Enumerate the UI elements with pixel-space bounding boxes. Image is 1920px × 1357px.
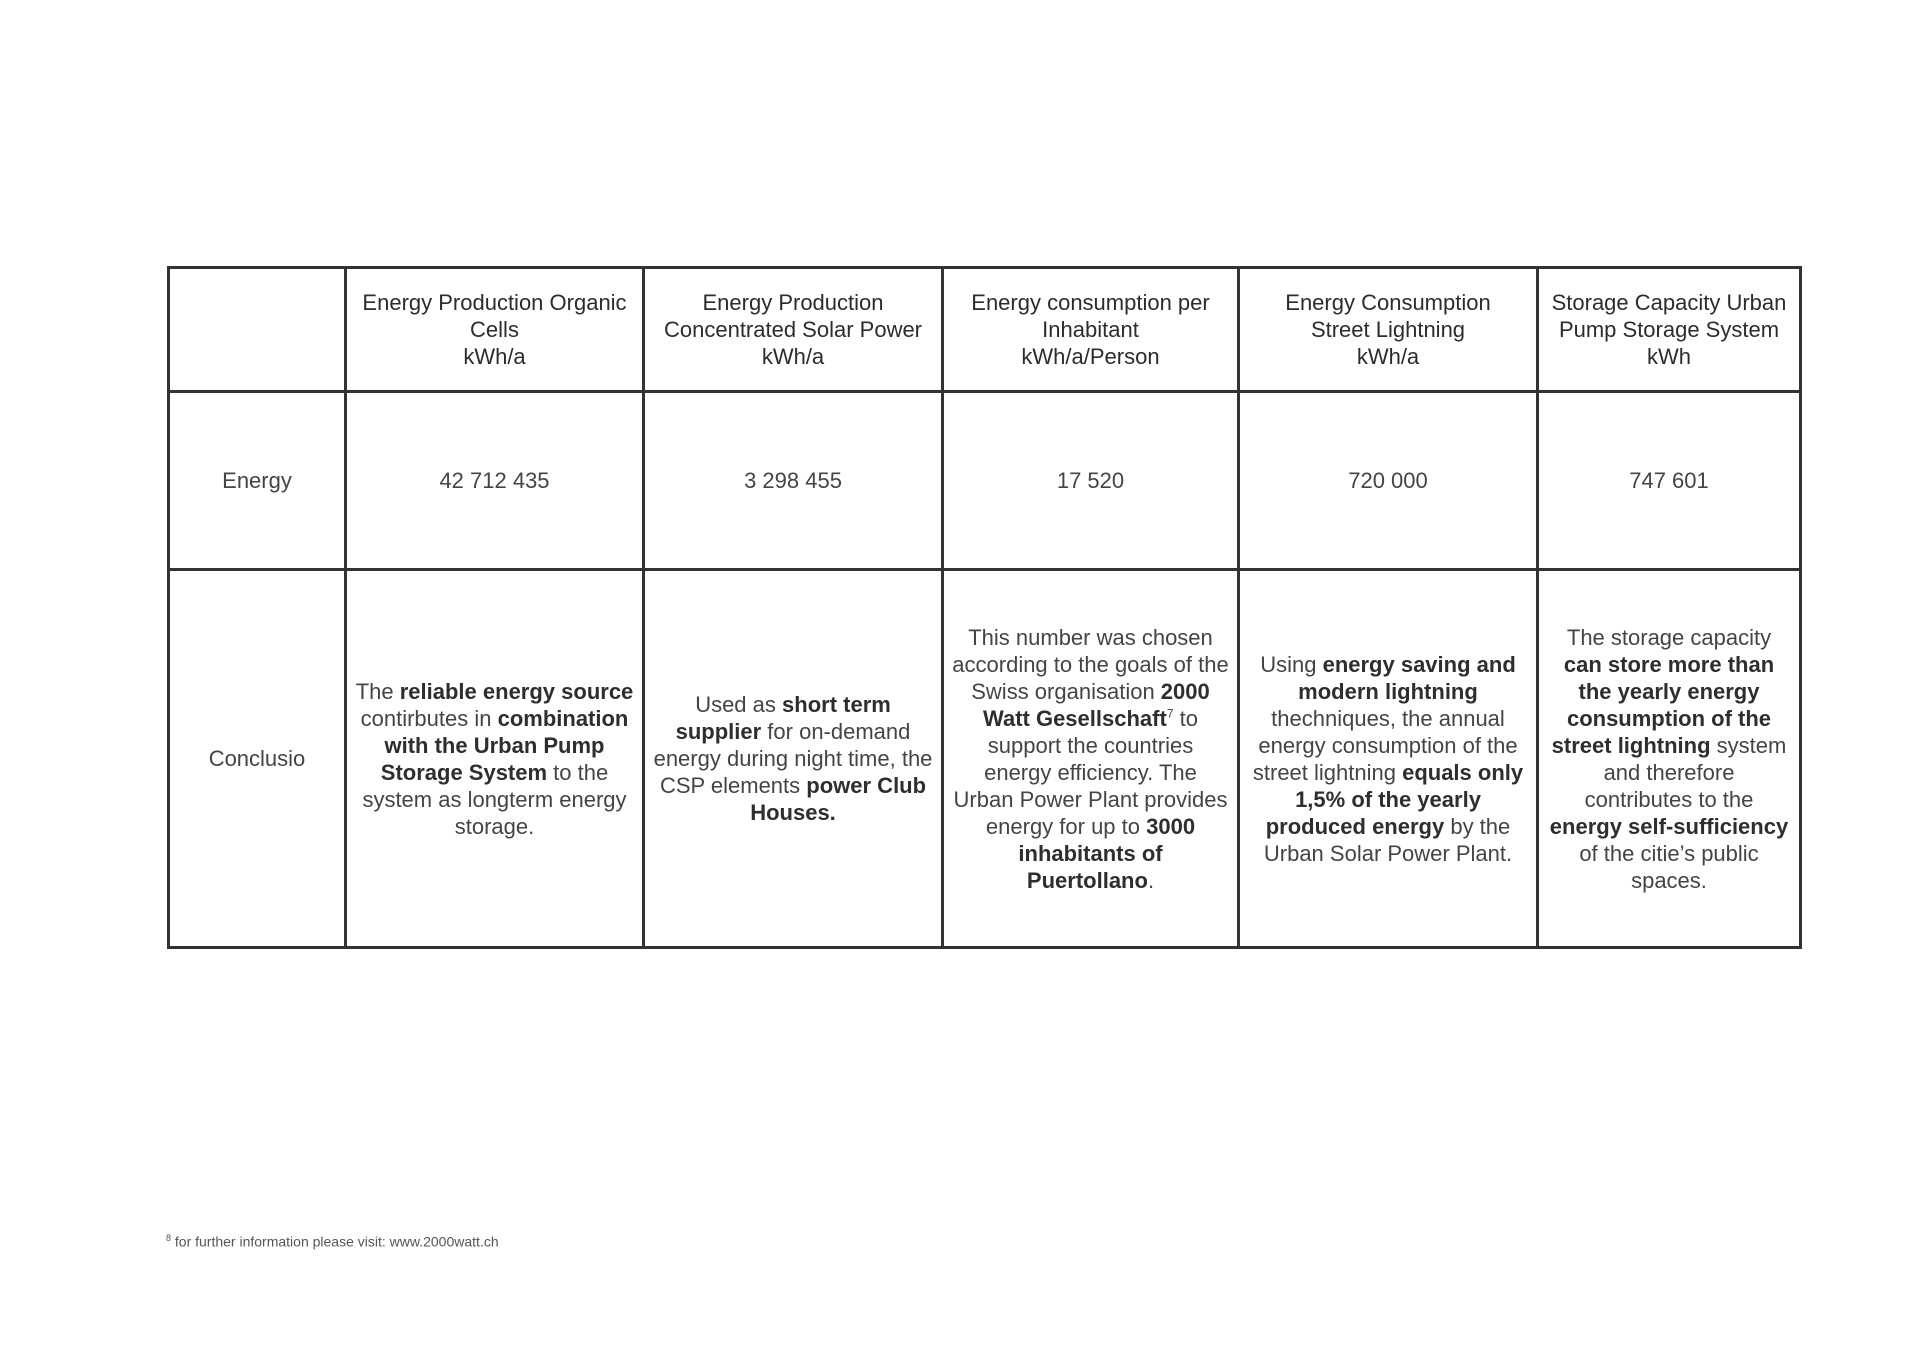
column-header	[346, 268, 644, 392]
conclusio-text	[1538, 570, 1801, 948]
energy-value: 17 520	[943, 392, 1239, 570]
footnote	[166, 1233, 499, 1250]
energy-table	[167, 266, 1802, 949]
text-segment: of the citie’s public spaces.	[1579, 840, 1759, 893]
text-segment: by the Urban Solar Power Plant.	[1263, 813, 1513, 866]
conclusio-text	[346, 570, 644, 948]
conclusio-row	[169, 570, 1801, 948]
emphasized-text: 3000 inhabitants of Puertollano	[1018, 813, 1196, 893]
emphasized-text: combination with the Urban Pump Storage System	[380, 705, 629, 785]
column-header-line2: Street Lightning	[1310, 317, 1466, 342]
footnote-text: for further information please visit: www.2000watt.ch	[171, 1233, 499, 1250]
column-header	[1239, 268, 1538, 392]
footnote-mark: 8	[166, 1233, 172, 1243]
emphasized-text: reliable energy source	[399, 678, 634, 704]
column-header	[943, 268, 1239, 392]
column-header-line2: Inhabitant	[1042, 317, 1139, 342]
emphasized-text: short term supplier	[675, 692, 891, 744]
text-segment: system and therefore contributes to the	[1584, 732, 1787, 812]
emphasized-text: energy saving and modern lightning	[1298, 651, 1516, 704]
energy-table-container	[167, 266, 1799, 949]
column-header-unit: kWh/a	[1356, 344, 1420, 369]
column-header-line1: Energy consumption per	[971, 290, 1210, 315]
row-label-energy: Energy	[169, 392, 346, 570]
conclusio-text	[1239, 570, 1538, 948]
table-corner-cell	[169, 268, 346, 392]
energy-value: 720 000	[1239, 392, 1538, 570]
column-header-unit: kWh/a	[463, 344, 526, 369]
emphasized-text: energy self-sufficiency	[1549, 813, 1789, 839]
energy-row	[169, 392, 1801, 570]
text-segment: The storage capacity	[1566, 624, 1772, 650]
emphasized-text: equals only 1,5% of the yearly produced energy	[1265, 759, 1524, 839]
column-header-line2: Cells	[470, 317, 519, 342]
column-header-line1: Energy Production Organic	[362, 290, 627, 315]
column-header-line1: Energy Production	[702, 290, 884, 315]
text-segment: for on-demand energy during night time, the CSP elements	[653, 719, 933, 798]
column-header-line1: Storage Capacity Urban	[1551, 290, 1787, 315]
emphasized-text: can store more than the yearly energy consumption of the street lightning	[1551, 651, 1775, 758]
conclusio-text	[644, 570, 943, 948]
energy-value: 42 712 435	[346, 392, 644, 570]
emphasized-text: 2000 Watt Gesellschaft	[983, 678, 1210, 731]
footnote-reference: 7	[1166, 706, 1174, 721]
text-segment: This number was chosen according to the goals of the Swiss organisation	[952, 624, 1229, 704]
column-header-unit: kWh/a/Person	[1021, 344, 1160, 369]
text-segment: to the system as longterm energy storage.	[362, 759, 627, 839]
column-header	[644, 268, 943, 392]
text-segment: contirbutes in	[360, 705, 498, 731]
row-label-conclusio: Conclusio	[169, 570, 346, 948]
column-header-line1: Energy Consumption	[1285, 290, 1491, 315]
emphasized-text: power Club Houses.	[750, 773, 927, 825]
text-segment: The	[355, 678, 400, 704]
column-header-unit: kWh	[1647, 344, 1691, 369]
text-segment: .	[1147, 867, 1155, 893]
text-segment: Using	[1260, 651, 1323, 677]
energy-value: 747 601	[1538, 392, 1801, 570]
column-header	[1538, 268, 1801, 392]
column-header-line2: Concentrated Solar Power	[663, 317, 923, 342]
conclusio-text	[943, 570, 1239, 948]
column-header-unit: kWh/a	[761, 344, 825, 369]
text-segment: to support the countries energy efficiency. The Urban Power Plant provides energy for up to	[953, 705, 1228, 839]
table-header-row	[169, 268, 1801, 392]
text-segment: thechniques, the annual energy consumption of the street lightning	[1252, 705, 1518, 785]
text-segment: Used as	[695, 692, 783, 717]
column-header-line2: Pump Storage System	[1558, 317, 1780, 342]
energy-value: 3 298 455	[644, 392, 943, 570]
